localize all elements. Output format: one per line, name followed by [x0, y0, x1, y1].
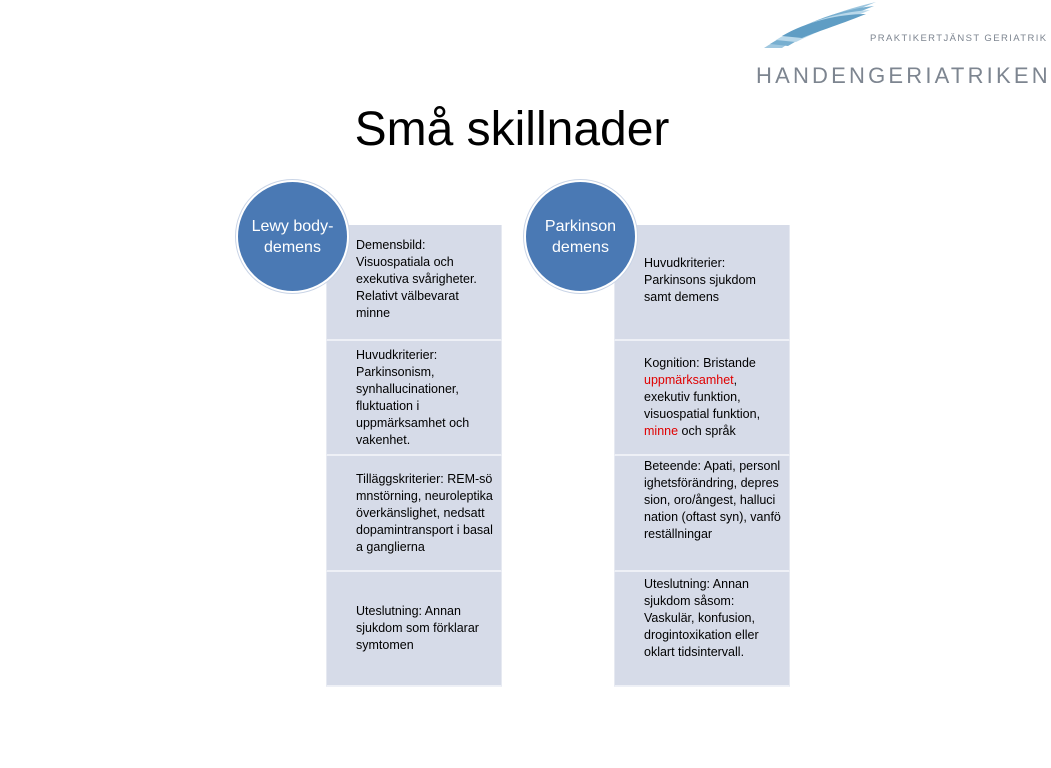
highlight-text: minne: [644, 424, 679, 438]
logo: [740, 0, 1051, 95]
list-item: [326, 225, 502, 341]
lewy-body-heading: Lewy body-demens: [236, 180, 349, 293]
lewy-body-column: [326, 225, 502, 687]
item-text: Tilläggskriterier: REM-sömnstörning, neuroleptikaöverkänslighet, nedsatt dopamintransport i basala ganglierna: [356, 471, 493, 554]
parkinson-column: [614, 225, 790, 687]
wing-swoosh-icon: [762, 0, 882, 52]
list-item: [614, 225, 790, 341]
list-item: [326, 572, 502, 687]
text-part: Kognition: Bristande: [644, 356, 756, 370]
list-item: [614, 572, 790, 687]
list-item: [326, 341, 502, 456]
item-text: [644, 355, 781, 440]
highlight-text: uppmärksamhet: [644, 373, 734, 387]
list-item: [614, 456, 790, 572]
item-text: Huvudkriterier: Parkinsons sjukdom samt demens: [644, 255, 756, 304]
list-item: [326, 456, 502, 572]
list-item: [614, 341, 790, 456]
logo-subtitle: PRAKTIKERTJÄNST GERIATRIK: [870, 33, 1048, 44]
item-text: Beteende: Apati, personlighetsförändring, depression, oro/ångest, hallucination (oftast syn), vanföreställningar: [644, 459, 781, 541]
text-part: och språk: [678, 424, 736, 438]
item-text: Uteslutning: Annan sjukdom som förklarar symtomen: [356, 604, 479, 652]
item-text: Demensbild: Visuospatiala och exekutiva svårigheter. Relativt välbevarat minne: [356, 237, 477, 320]
item-text: Uteslutning: Annan sjukdom såsom: Vaskulär, konfusion, drogintoxikation eller oklart tidsintervall.: [644, 577, 759, 659]
logo-name: HANDENGERIATRIKEN: [756, 63, 1051, 88]
item-text: Huvudkriterier: Parkinsonism, synhallucinationer, fluktuation i uppmärksamhet och vakenhet.: [356, 347, 470, 447]
slide-title: Små skillnader: [354, 103, 670, 156]
parkinson-heading: Parkinson demens: [524, 180, 637, 293]
text-part: , exekutiv funktion, visuospatial funktion,: [644, 373, 761, 421]
